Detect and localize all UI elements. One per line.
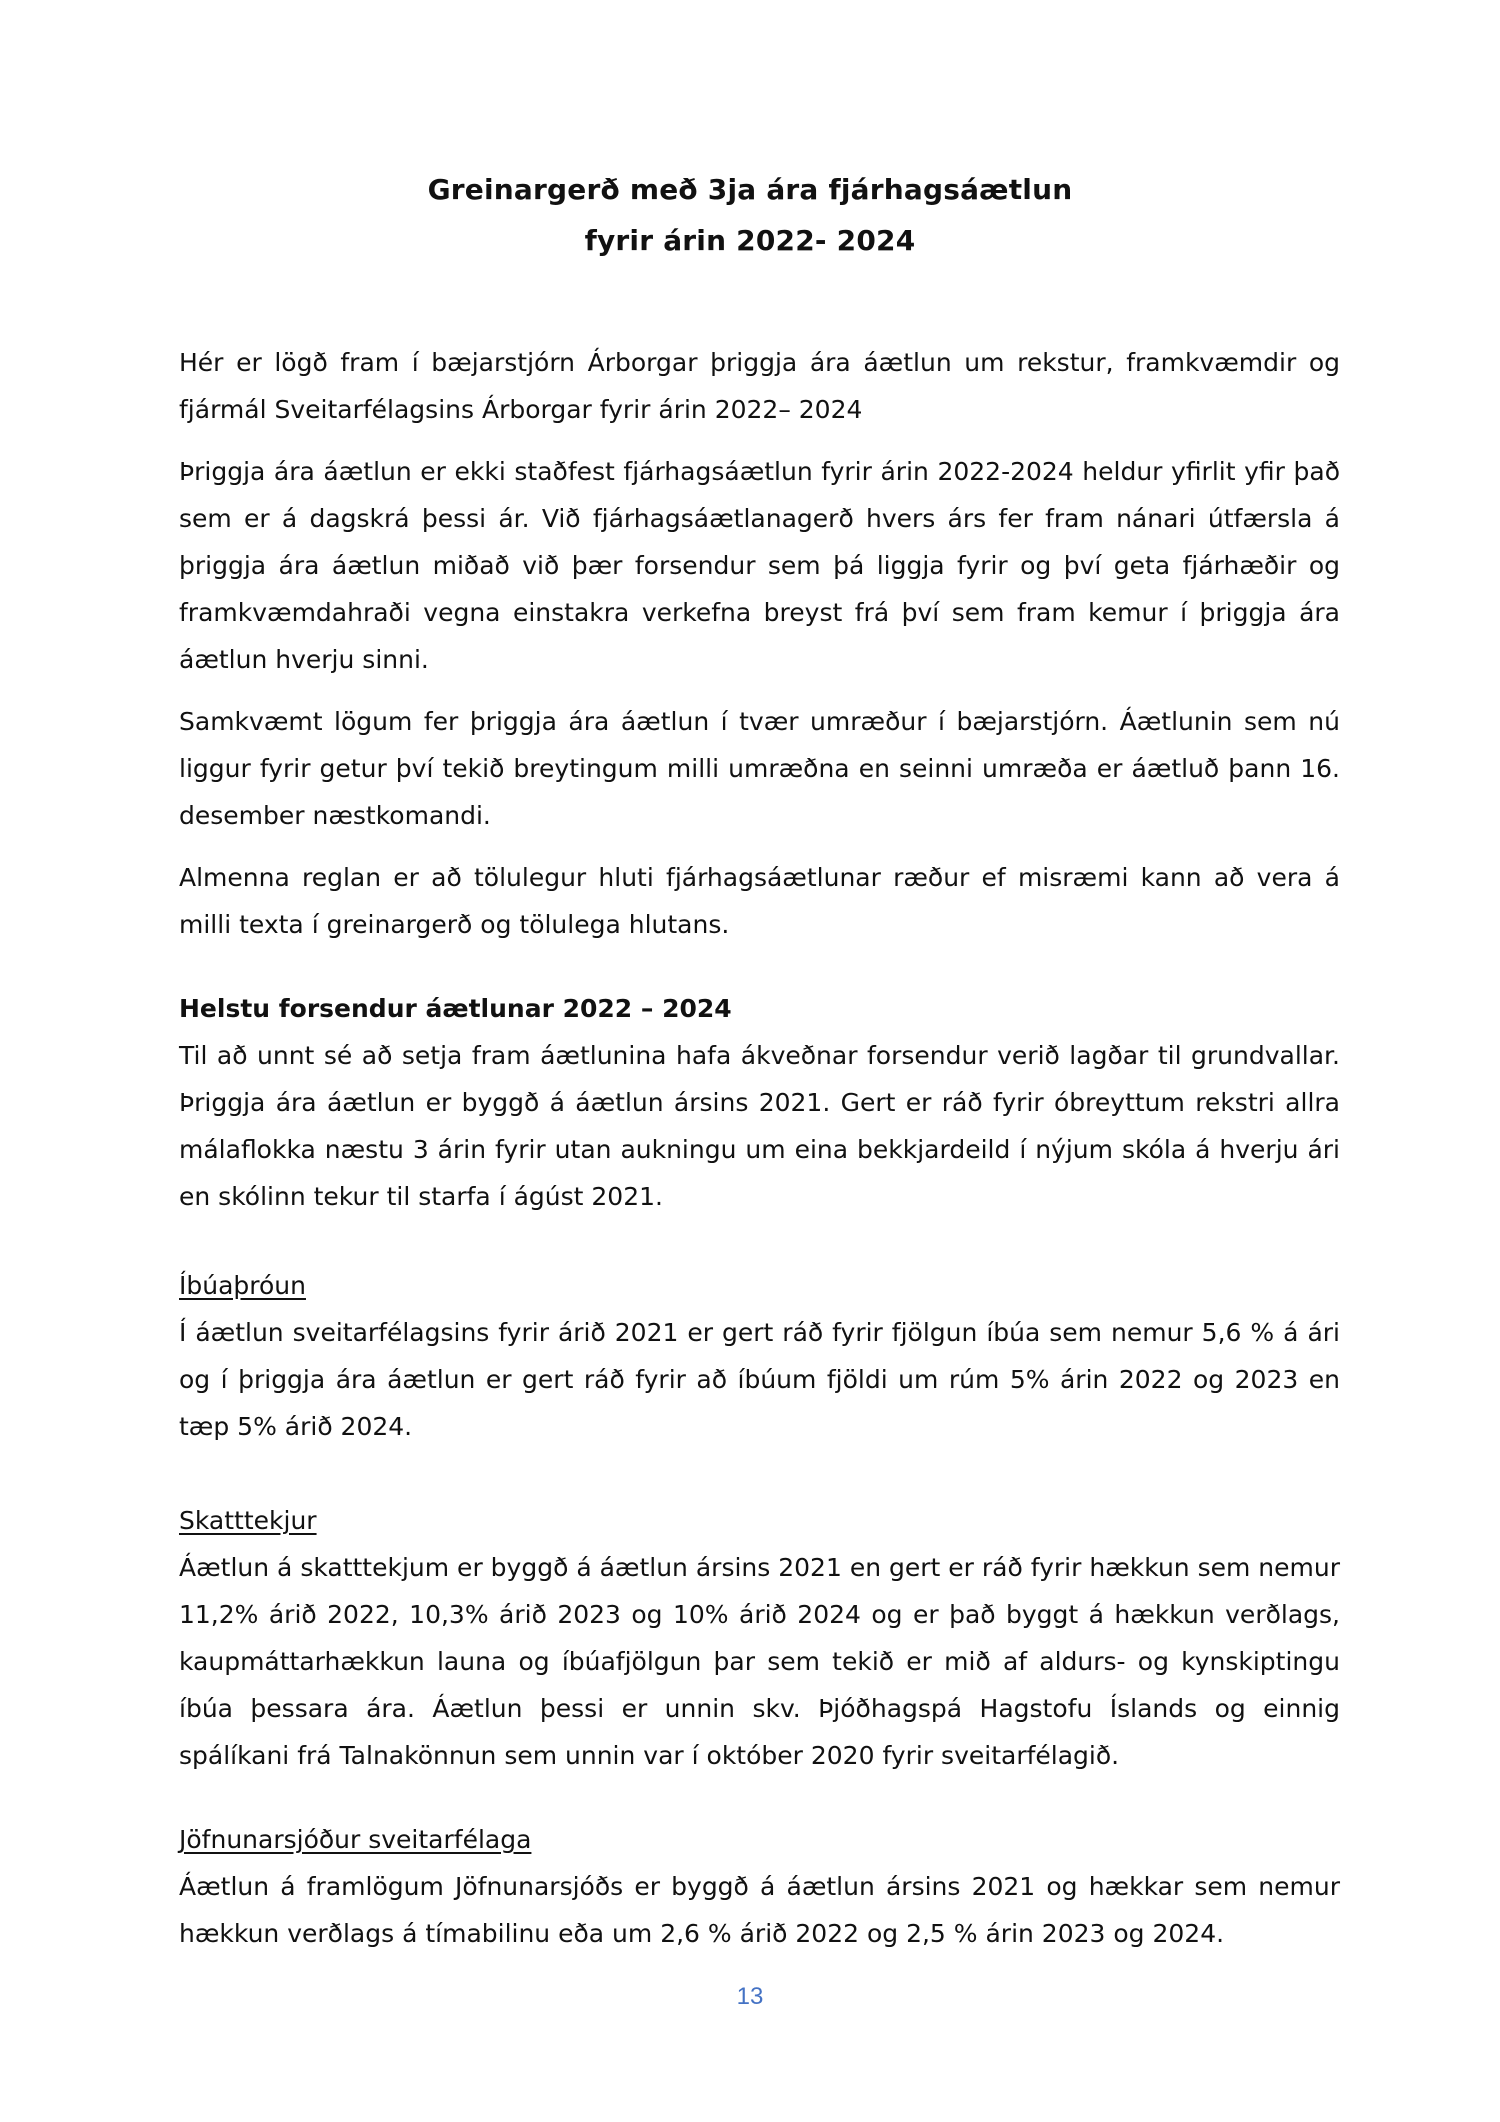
page-title-line-1: Greinargerð með 3ja ára fjárhagsáætlun — [427, 173, 1073, 206]
skatttekjur-text: Áætlun á skatttekjum er byggð á áætlun ársins 2021 en gert er ráð fyrir hækkun sem nemur 11,2% árið 2022, 10,3% árið 2023 og 10% árið 2024 og er það byggt á hækkun verðlags, kaupmáttarhækkun launa og íbúafjölgun þar sem tekið er mið af aldurs- og kynskiptingu íbúa þessara ára. Áætlun þessi er unnin skv. Þjóðhagspá Hagstofu Íslands og einnig spálíkani frá Talnakönnun sem unnin var í október 2020 fyrir sveitarfélagið. — [179, 1553, 1340, 1770]
ibuathroun-text: Í áætlun sveitarfélagsins fyrir árið 2021 er gert ráð fyrir fjölgun íbúa sem nemur 5,6 % á ári og í þriggja ára áætlun er gert ráð fyrir að íbúum fjöldi um rúm 5% árin 2022 og 2023 en tæp 5% árið 2024. — [179, 1318, 1340, 1441]
forsendur-section — [179, 985, 1340, 1220]
intro-paragraph-4: Almenna reglan er að tölulegur hluti fjárhagsáætlunar ræður ef misræmi kann að vera á milli texta í greinargerð og tölulega hlutans. — [179, 863, 1340, 939]
jofnunarsjodur-text: Áætlun á framlögum Jöfnunarsjóðs er byggð á áætlun ársins 2021 og hækkar sem nemur hækkun verðlags á tímabilinu eða um 2,6 % árið 2022 og 2,5 % árin 2023 og 2024. — [179, 1872, 1340, 1948]
ibuathroun-heading: Íbúaþróun — [179, 1271, 306, 1300]
jofnunarsjodur-section — [179, 1816, 1340, 1957]
forsendur-text: Til að unnt sé að setja fram áætlunina hafa ákveðnar forsendur verið lagðar til grundvallar. Þriggja ára áætlun er byggð á áætlun ársins 2021. Gert er ráð fyrir óbreyttum rekstri allra málaflokka næstu 3 árin fyrir utan aukningu um eina bekkjardeild í nýjum skóla á hverju ári en skólinn tekur til starfa í ágúst 2021. — [179, 1041, 1340, 1211]
page-number: 13 — [736, 1983, 764, 2010]
page-title-line-2: fyrir árin 2022- 2024 — [584, 224, 916, 257]
jofnunarsjodur-heading: Jöfnunarsjóður sveitarfélaga — [179, 1825, 532, 1854]
intro-section — [179, 339, 1340, 963]
intro-paragraph-3: Samkvæmt lögum fer þriggja ára áætlun í tvær umræður í bæjarstjórn. Áætlunin sem nú liggur fyrir getur því tekið breytingum milli umræðna en seinni umræða er áætluð þann 16. desember næstkomandi. — [179, 707, 1340, 830]
intro-paragraph-1: Hér er lögð fram í bæjarstjórn Árborgar þriggja ára áætlun um rekstur, framkvæmdir og fjármál Sveitarfélagsins Árborgar fyrir árin 2022– 2024 — [179, 348, 1340, 424]
forsendur-heading: Helstu forsendur áætlunar 2022 – 2024 — [179, 994, 732, 1023]
intro-paragraph-2: Þriggja ára áætlun er ekki staðfest fjárhagsáætlun fyrir árin 2022-2024 heldur yfirlit yfir það sem er á dagskrá þessi ár. Við fjárhagsáætlanagerð hvers árs fer fram nánari útfærsla á þriggja ára áætlun miðað við þær forsendur sem þá liggja fyrir og því geta fjárhæðir og framkvæmdahraði vegna einstakra verkefna breyst frá því sem fram kemur í þriggja ára áætlun hverju sinni. — [179, 457, 1340, 674]
skatttekjur-section — [179, 1497, 1340, 1779]
ibuathroun-section — [179, 1262, 1340, 1450]
skatttekjur-heading: Skatttekjur — [179, 1506, 317, 1535]
